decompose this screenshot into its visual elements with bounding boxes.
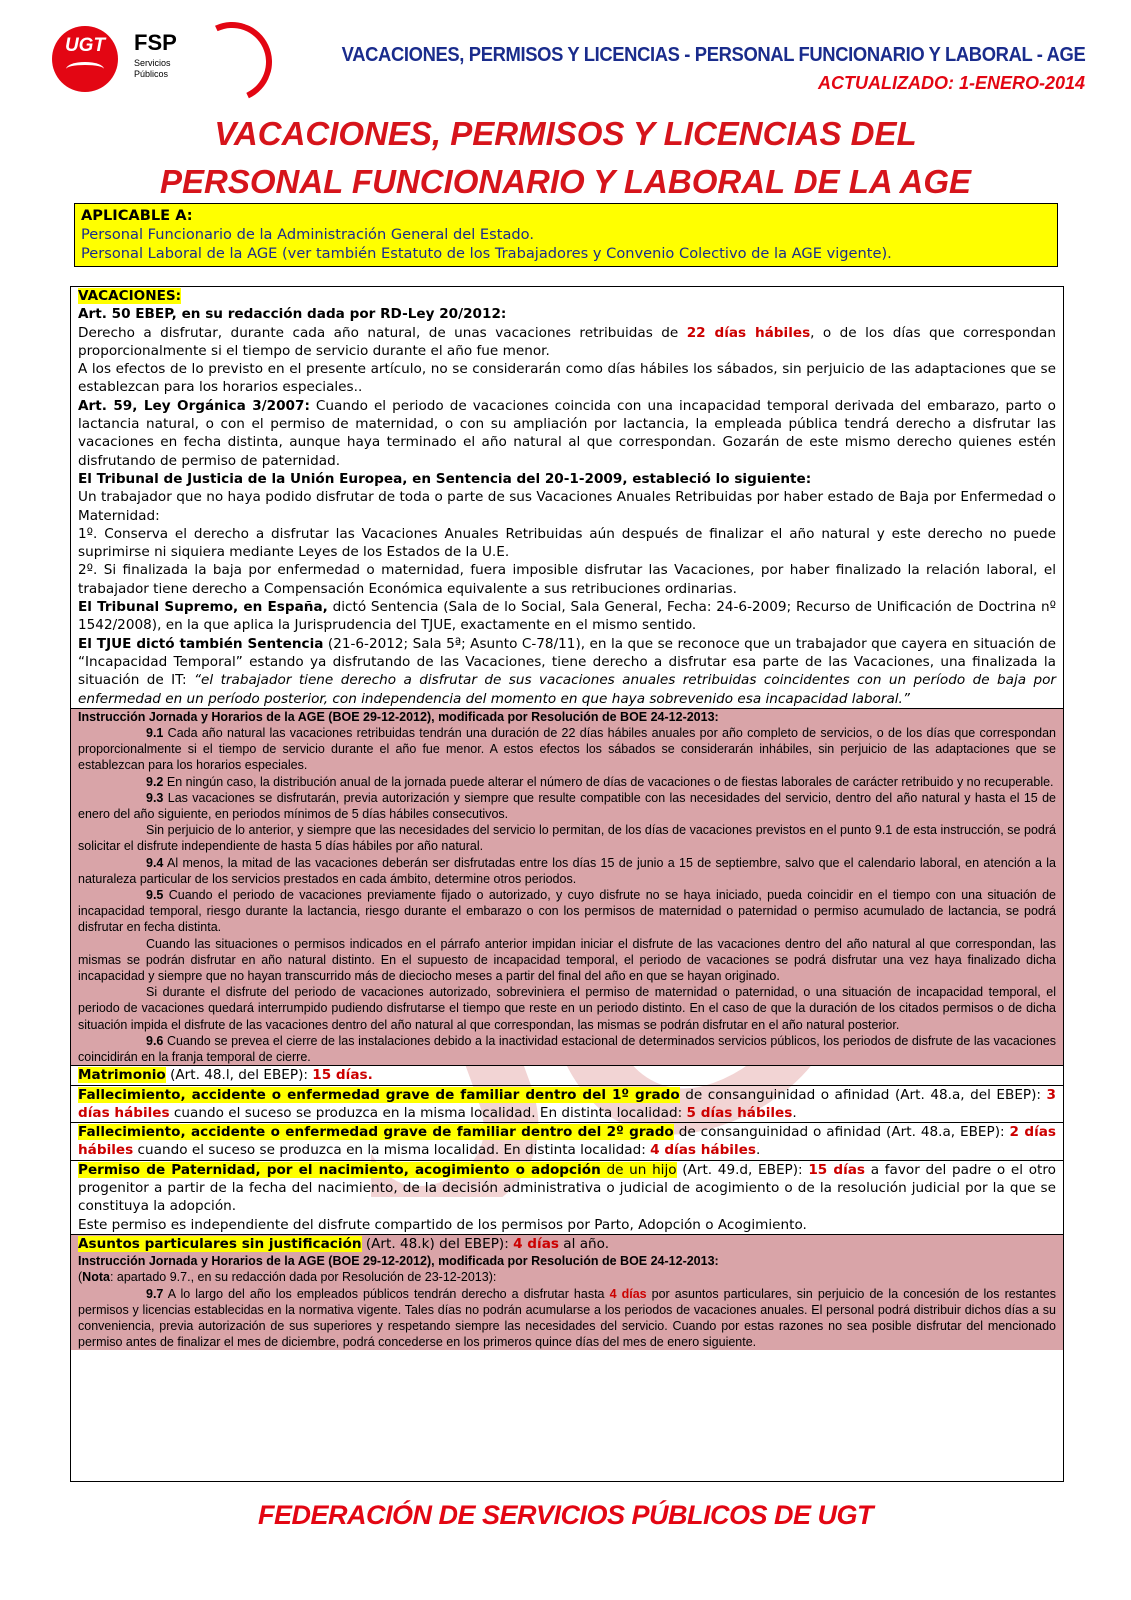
asuntos-instruccion-title: Instrucción Jornada y Horarios de la AGE (BOE 29-12-2012), modificada por Resolución de BOE 24-12-2013: <box>78 1254 719 1269</box>
instruccion-9-6: 9.6 Cuando se prevea el cierre de las instalaciones debido a la inactividad estacional de determinados servicios públicos, los periodos de disfrute de las vacaciones coincidirán en la franja temporal de cierre. <box>78 1033 1056 1065</box>
paternidad-paragraph-2: Este permiso es independiente del disfrute compartido de los permisos por Parto, Adopción o Acogimiento. <box>78 1216 807 1233</box>
instruccion-9-3-b: Sin perjuicio de lo anterior, y siempre que las necesidades del servicio lo permitan, de los días de vacaciones previstos en el punto 9.1 de esta instrucción, se podrá solicitar el disfrute independiente de hasta 5 días hábiles por año natural. <box>78 823 1056 854</box>
instruccion-9-7: 9.7 A lo largo del año los empleados públicos tendrán derecho a disfrutar hasta 4 días por asuntos particulares, sin perjuicio de la concesión de los restantes permisos y licencias establecidas en la normativa vigente. Tales días no podrán acumularse a los periodos de vacaciones anuales. El personal podrá distribuir dichos días a su conveniencia, previa autorización de sus superiores y respetando siempre las necesidades del servicio. Cuando por estas razones no sea posible disfrutar del mencionado permiso antes de finalizar el mes de diciembre, podrá concederse en los primeros quince días del mes de enero siguiente. <box>78 1286 1056 1350</box>
tjue-paragraph-1: Un trabajador que no haya podido disfrutar de toda o parte de sus Vacaciones Anuales Retribuidas por haber estado de Baja por Enfermedad o Maternidad: <box>78 489 1056 524</box>
ugt-fsp-logo <box>52 22 222 98</box>
vacaciones-heading: VACACIONES: <box>78 288 182 304</box>
fsp-subtitle: Servicios Públicos <box>134 58 171 79</box>
art50-title: Art. 50 EBEP, en su redacción dada por RD-Ley 20/2012: <box>78 306 507 323</box>
aplicable-heading: APLICABLE A: <box>81 207 193 224</box>
art50-paragraph-2: A los efectos de lo previsto en el presente artículo, no se considerarán como días hábiles los sábados, sin perjuicio de las adaptaciones que se establezcan para los horarios especiales.. <box>78 361 1056 396</box>
instruccion-9-4: 9.4 Al menos, la mitad de las vacaciones deberán ser disfrutadas entre los días 15 de junio a 15 de septiembre, salvo que el calendario laboral, en atención a la naturaleza particular de los servicios prestados en cada ámbito, determine otros periodos. <box>78 855 1056 886</box>
tjue-title: El Tribunal de Justicia de la Unión Europea, en Sentencia del 20-1-2009, estableció lo siguiente: <box>78 470 812 487</box>
aplicable-box <box>74 203 1058 267</box>
section-paternidad: Permiso de Paternidad, por el nacimiento, acogimiento o adopción de un hijo (Art. 49.d, EBEP): 15 días a favor del padre o el otro progenitor a partir de la fecha del nacimiento, de la decisión administrativa o judicial de acogimiento o de la resolución judicial por la que se constituya la adopción. Este permiso es independiente del disfrute compartido de los permisos por Parto, Adopción o Acogimiento. <box>71 1161 1063 1235</box>
document-title <box>0 110 1131 206</box>
section-fallecimiento-1: Fallecimiento, accidente o enfermedad grave de familiar dentro del 1º grado de consanguinidad o afinidad (Art. 48.a, del EBEP): 3 días hábiles cuando el suceso se produzca en la misma localidad. En distinta localidad: 5 días hábiles. <box>71 1086 1063 1124</box>
section-asuntos-particulares: Asuntos particulares sin justificación (Art. 48.k) del EBEP): 4 días al año. Instrucción Jornada y Horarios de la AGE (BOE 29-12-2012), modificada por Resolución de BOE 24-12-2013: (Nota: apartado 9.7., en su redacción dada por Resolución de 23-12-2013): 9.7 A lo largo del año los empleados públicos tendrán derecho a disfrutar hasta 4 días por asuntos particulares, sin perjuicio de la concesión de los restantes permisos y licencias establecidas en la normativa vigente. Tales días no podrán acumularse a los periodos de vacaciones anuales. El personal podrá distribuir dichos días a su conveniencia, previa autorización de sus superiores y respetando siempre las necesidades del servicio. Cuando por estas razones no sea posible disfrutar del mencionado permiso antes de finalizar el mes de diciembre, podrá concederse en los primeros quince días del mes de enero siguiente. <box>71 1235 1063 1351</box>
instruccion-9-5-b: Cuando las situaciones o permisos indicados en el párrafo anterior impidan iniciar el disfrute de las vacaciones dentro del año natural al que correspondan, las mismas se podrán disfrutar en año natural distinto. En el supuesto de incapacidad temporal, el periodo de vacaciones se podrá disfrutar una vez haya finalizado dicha incapacidad y siempre que no hayan transcurrido más de dieciocho meses a partir del final del año en que se hayan originado. <box>78 936 1056 984</box>
instruccion-9-3: 9.3 Las vacaciones se disfrutarán, previa autorización y siempre que resulte compatible con las necesidades del servicio, dentro del año natural y hasta el 15 de enero del año siguiente, en periodos mínimos de 5 días hábiles consecutivos. <box>78 790 1056 822</box>
instruccion-9-5: 9.5 Cuando el periodo de vacaciones previamente fijado o autorizado, y cuyo disfrute no se haya iniciado, pueda coincidir en el tiempo con una situación de incapacidad temporal, riesgo durante la lactancia, riesgo durante el embarazo o con los permisos de maternidad o paternidad o permiso acumulado de lactancia, se podrá disfrutar en fecha distinta. <box>78 888 1056 935</box>
fallecimiento-1-label: Fallecimiento, accidente o enfermedad grave de familiar dentro del 1º grado <box>78 1086 680 1103</box>
instruccion-9-5-c: Si durante el disfrute del periodo de vacaciones autorizado, sobreviniera el permiso de maternidad o paternidad, o una situación de incapacidad temporal, el periodo de vacaciones quedará interrumpido pudiendo disfrutarse el tiempo que reste en un periodo distinto. En el caso de que la duración de los citados permisos o de dicha situación impida el disfrute de las vacaciones dentro del año natural al que correspondan, las mismas se podrán disfrutar en el año natural posterior. <box>78 985 1056 1032</box>
matrimonio-days: 15 días. <box>312 1067 373 1084</box>
ugt-logo-circle <box>52 26 118 92</box>
art50-text: Derecho a disfrutar, durante cada año natural, de unas vacaciones retribuidas de 22 días hábiles, o de los días que correspondan proporcionalmente si el tiempo de servicio durante el año fue menor. <box>78 324 1057 359</box>
section-matrimonio: Matrimonio (Art. 48.l, del EBEP): 15 días. <box>71 1066 1063 1085</box>
main-table <box>70 286 1064 1482</box>
tjue-paragraph-3: 2º. Si finalizada la baja por enfermedad o maternidad, fuera imposible disfrutar las Vacaciones, por haber finalizado la relación laboral, el trabajador tiene derecho a Compensación Económica equivalente a sus retribuciones ordinarias. <box>78 562 1056 597</box>
header-title: VACACIONES, PERMISOS Y LICENCIAS - PERSONAL FUNCIONARIO Y LABORAL - AGE <box>341 44 1085 66</box>
tjue-paragraph-2: 1º. Conserva el derecho a disfrutar las Vacaciones Anuales Retribuidas aún después de finalizar el año natural y este derecho no puede suprimirse ni siquiera mediante Leyes de los Estados de la U.E. <box>78 525 1056 561</box>
paternidad-label: Permiso de Paternidad, por el nacimiento, acogimiento o adopción <box>78 1161 601 1178</box>
section-vacaciones <box>71 287 1063 709</box>
title-line-2: PERSONAL FUNCIONARIO Y LABORAL DE LA AGE <box>159 163 971 200</box>
ugt-logo-text: UGT <box>64 35 106 56</box>
section-instruccion-vacaciones <box>71 709 1063 1066</box>
asuntos-nota: (Nota: apartado 9.7., en su redacción dada por Resolución de 23-12-2013): <box>78 1270 497 1285</box>
instruccion-title: Instrucción Jornada y Horarios de la AGE (BOE 29-12-2012), modificada por Resolución de BOE 24-12-2013: <box>78 709 719 724</box>
asuntos-label: Asuntos particulares sin justificación <box>78 1235 362 1252</box>
section-fallecimiento-2: Fallecimiento, accidente o enfermedad grave de familiar dentro del 2º grado de consanguinidad o afinidad (Art. 48.a, EBEP): 2 días hábiles cuando el suceso se produzca en la misma localidad. En distinta localidad: 4 días hábiles. <box>71 1123 1063 1161</box>
fsp-arc-decoration <box>181 11 284 114</box>
instruccion-9-2: 9.2 En ningún caso, la distribución anual de la jornada puede alterar el número de días de vacaciones o de fiestas laborales de carácter retribuido y no recuperable. <box>146 774 1054 789</box>
fallecimiento-2-label: Fallecimiento, accidente o enfermedad grave de familiar dentro del 2º grado <box>78 1124 674 1141</box>
art59-text: Art. 59, Ley Orgánica 3/2007: Cuando el periodo de vacaciones coincida con una incapacidad temporal derivada del embarazo, parto o lactancia natural, o con el permiso de maternidad, o con su ampliación por lactancia, la empleada pública tendrá derecho a disfrutar las vacaciones en fecha distinta, aunque haya terminado el año natural al que correspondan. Gozarán de este mismo derecho quienes estén disfrutando de permiso de paternidad. <box>78 397 1056 469</box>
title-line-1: VACACIONES, PERMISOS Y LICENCIAS DEL <box>214 115 917 152</box>
tribunal-supremo-text: El Tribunal Supremo, en España, dictó Sentencia (Sala de lo Social, Sala General, Fecha: 24-6-2009; Recurso de Unificación de Doctrina nº 1542/2008), en la que aplica la Jurisprudencia del TJUE, exactamente en el mismo sentido. <box>78 599 1056 634</box>
instruccion-9-1: 9.1 Cada año natural las vacaciones retribuidas tendrán una duración de 22 días hábiles anuales por año completo de servicios, o de los días que correspondan proporcionalmente si el tiempo de servicio durante el año fue menor. A estos efectos los sábados se considerarán inhábiles, sin perjuicio de las adaptaciones que se establezcan para los horarios especiales. <box>78 726 1056 773</box>
matrimonio-label: Matrimonio <box>78 1067 166 1084</box>
tjue2-text: El TJUE dictó también Sentencia (21-6-2012; Sala 5ª; Asunto C-78/11), en la que se reconoce que un trabajador que cayera en situación de “Incapacidad Temporal” estando ya disfrutando de las Vacaciones, tiene derecho a disfrutar esa parte de las Vacaciones, una finalizada la situación de IT: “el trabajador tiene derecho a disfrutar de sus vacaciones anuales retribuidas coincidentes con un período de baja por enfermedad en un período posterior, con independencia del momento en que haya sobrevenido esa incapacidad laboral.” <box>78 635 1057 707</box>
aplicable-line-1: Personal Funcionario de la Administración General del Estado. <box>81 226 534 243</box>
handshake-icon <box>66 62 104 76</box>
aplicable-line-2: Personal Laboral de la AGE (ver también Estatuto de los Trabajadores y Convenio Colectivo de la AGE vigente). <box>81 245 892 262</box>
fsp-logo-text: FSP <box>134 30 177 55</box>
footer-federacion: FEDERACIÓN DE SERVICIOS PÚBLICOS DE UGT <box>257 1500 874 1530</box>
header-updated: ACTUALIZADO: 1-ENERO-2014 <box>817 73 1085 93</box>
